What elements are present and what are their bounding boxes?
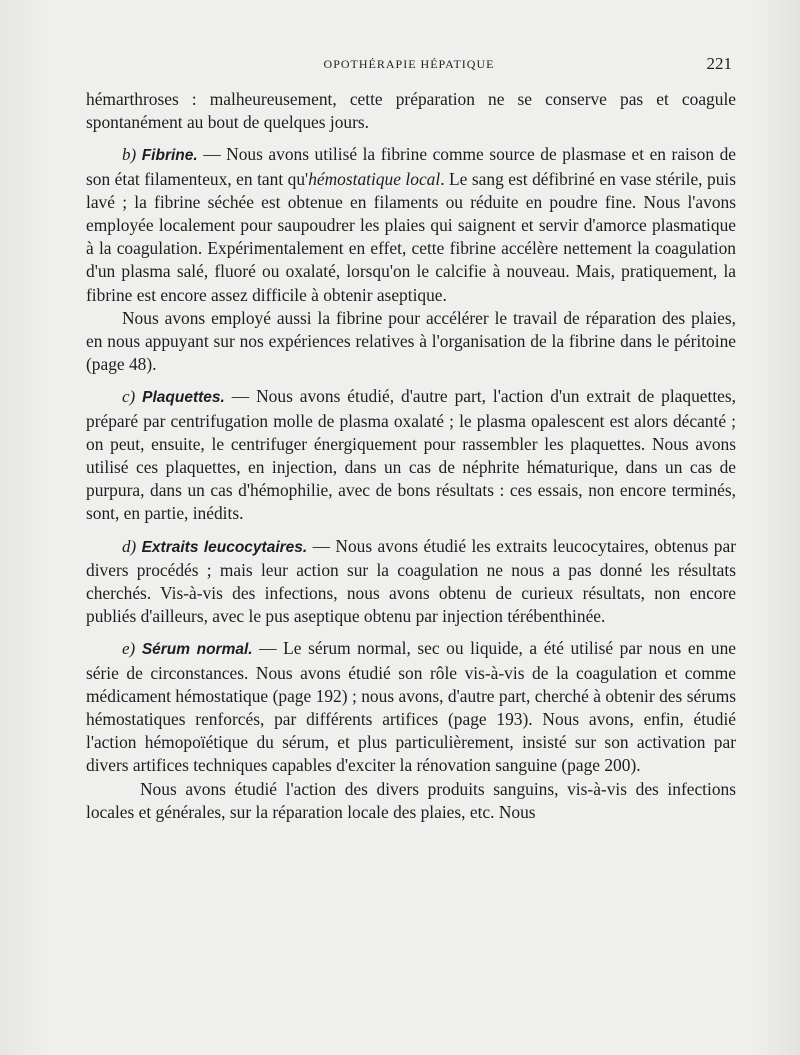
italic-term: hémostatique local (308, 168, 441, 189)
section-title-serum: Sérum normal. (141, 641, 253, 659)
paragraph-text: . Le sang est défibriné en vase stérile, puis lavé ; la fibrine séchée est obtenue en filaments ou réduite en poudre fine. Nous l'avons employée localement pour saupoudrer les plaies qui saignent et servir d'amorce plasmatique à la coagulation. Expérimentalement en effet, cette fibrine accélère nettement la coagulation d'un plasma salé, fluoré ou oxalaté, lorsqu'on le calcifie à nouveau. Mais, pratiquement, la fibrine est encore assez difficile à obtenir aseptique. (86, 168, 736, 305)
page-header (86, 54, 732, 74)
running-title: OPOTHÉRAPIE HÉPATIQUE (323, 57, 495, 71)
paragraph-plaquettes (86, 385, 736, 525)
paragraph-final: Nous avons étudié l'action des divers produits sanguins, vis-à-vis des infections locales et générales, sur la réparation locale des plaies, etc. Nous (86, 778, 736, 822)
page-number: 221 (706, 54, 732, 73)
paragraph-text: — Nous avons utilisé la fibrine comme source de plasmase et en raison de son état filamenteux, en tant qu' (86, 144, 736, 189)
paragraph-text: — Le sérum normal, sec ou liquide, a été utilisé par nous en une série de circonstances. Nous avons étudié son rôle vis-à-vis de la coagulation et comme médicament hémostatique (page 192) ; nous avons, d'autre part, cherché à obtenir des sérums hémostatiques renforcés, par différents artifices (page 193). Nous avons, enfin, étudié l'action hémopoïétique du sérum, et plus particulièrement, insisté sur son activation par divers artifices techniques capables d'exciter la rénovation sanguine (page 200). (86, 638, 736, 776)
paragraph-continuation: hémarthroses : malheureusement, cette préparation ne se conserve pas et coagule spontanément au bout de quelques jours. (86, 89, 736, 133)
section-title-fibrine: Fibrine. (141, 147, 198, 165)
section-letter-c: c) (122, 387, 136, 407)
paragraph-fibrine (86, 143, 736, 306)
body-text (86, 88, 736, 824)
paragraph-text: — Nous avons étudié les extraits leucocytaires, obtenus par divers procédés ; mais leur action sur la coagulation ne nous a pas donné les résultats cherchés. Vis-à-vis des infections, nous avons obtenu de curieux résultats, non encore publiés d'ailleurs, avec le pus aseptique obtenu par injection térébenthinée. (86, 535, 736, 627)
section-letter-e: e) (122, 639, 136, 659)
section-title-leucocytaires: Extraits leucocytaires. (141, 538, 308, 556)
section-letter-d: d) (122, 536, 137, 556)
paragraph-serum (86, 637, 736, 777)
paragraph-leucocytaires (86, 535, 736, 629)
section-letter-b: b) (122, 145, 137, 165)
paragraph-fibrine-2: Nous avons employé aussi la fibrine pour accélérer le travail de réparation des plaies, en nous appuyant sur nos expériences relatives à l'organisation de la fibrine dans le péritoine (page 48). (86, 307, 736, 375)
section-title-plaquettes: Plaquettes. (142, 389, 225, 407)
paragraph-text: — Nous avons étudié, d'autre part, l'action d'un extrait de plaquettes, préparé par centrifugation molle de plasma oxalaté ; le plasma opalescent est alors décanté ; on peut, ensuite, le centrifuger énergiquement pour rassembler les plaquettes. Nous avons utilisé ces plaquettes, en injection, dans un cas de néphrite hématurique, dans un cas de purpura, dans un cas d'hémophilie, avec de bons résultats : ces essais, non encore terminés, sont, en partie, inédits. (86, 386, 736, 524)
